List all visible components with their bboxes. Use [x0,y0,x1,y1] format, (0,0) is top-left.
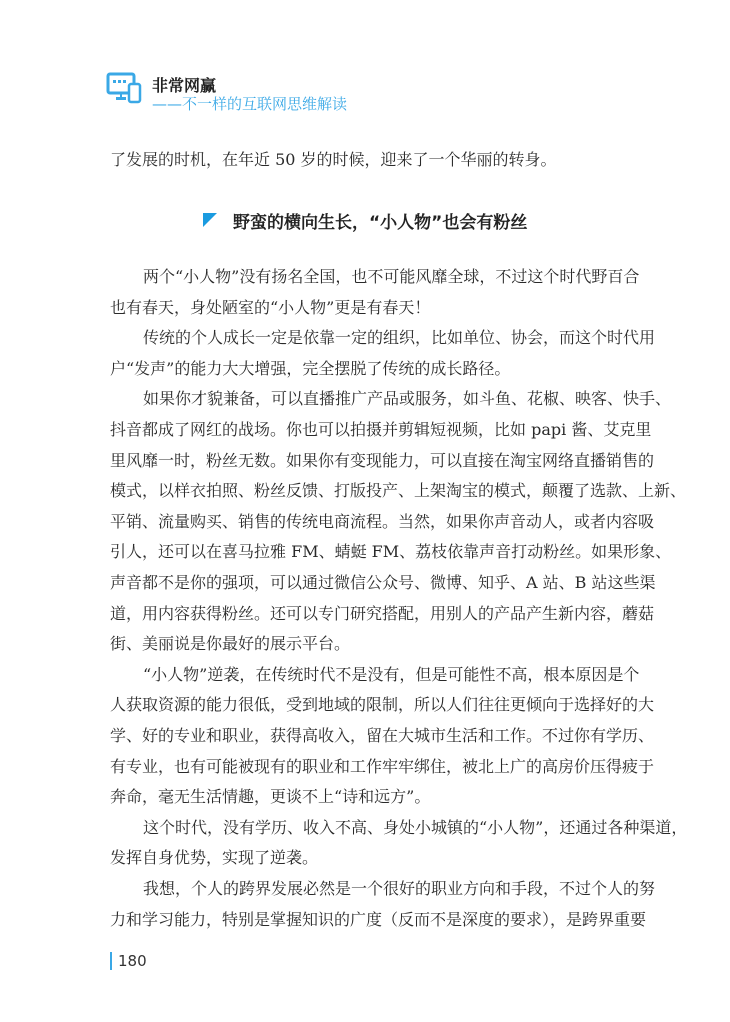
page-number: 180 [118,952,147,970]
monitor-phone-icon [106,70,142,106]
text-line: 引人，还可以在喜马拉雅 FM、蜻蜓 FM、荔枝依靠声音打动粉丝。如果形象、 [110,542,672,562]
book-subtitle: ——不一样的互联网思维解读 [152,95,348,113]
text-line: 里风靡一时，粉丝无数。如果你有变现能力，可以直接在淘宝网络直播销售的 [110,450,655,470]
triangle-marker-icon [203,213,217,227]
text-line: 抖音都成了网红的战场。你也可以拍摄并剪辑短视频，比如 papi 酱、艾克里 [110,420,652,439]
text-line: 户“发声”的能力大大增强，完全摆脱了传统的成长路径。 [110,358,511,378]
book-title: 非常网赢 [152,76,217,95]
text-line: 传统的个人成长一定是依靠一定的组织，比如单位、协会，而这个时代用 [143,328,656,348]
page-number-bar [110,952,112,970]
text-line: 街、美丽说是你最好的展示平台。 [110,634,351,654]
text-line: 也有春天，身处陋室的“小人物”更是有春天！ [110,297,431,317]
section-heading [203,208,527,232]
text-line: 平销、流量购买、销售的传统电商流程。当然，如果你声音动人，或者内容吸 [110,511,655,531]
text-line: 如果你才貌兼备，可以直播推广产品或服务，如斗鱼、花椒、映客、快手、 [143,389,672,409]
text-line: 发挥自身优势，实现了逆袭。 [110,848,319,868]
text-line: 了发展的时机，在年近 50 岁的时候，迎来了一个华丽的转身。 [110,150,557,169]
text-line: 学、好的专业和职业，获得高收入，留在大城市生活和工作。不过你有学历、 [110,726,655,745]
text-line: 奔命，毫无生活情趣，更谈不上“诗和远方”。 [110,787,431,807]
text-line: 模式，以样衣拍照、粉丝反馈、打版投产、上架淘宝的模式，颠覆了选款、上新、 [110,481,687,501]
text-line: 力和学习能力，特别是掌握知识的广度（反而不是深度的要求），是跨界重要 [110,909,647,929]
text-line: 道，用内容获得粉丝。还可以专门研究搭配，用别人的产品产生新内容，蘑菇 [110,603,655,623]
text-line: 声音都不是你的强项，可以通过微信公众号、微博、知乎、A 站、B 站这些渠 [110,573,656,592]
text-line: 两个“小人物”没有扬名全国，也不可能风靡全球，不过这个时代野百合 [143,267,640,286]
text-line: 我想，个人的跨界发展必然是一个很好的职业方向和手段，不过个人的努 [143,879,656,898]
section-heading-text: 野蛮的横向生长，“小人物”也会有粉丝 [233,212,528,233]
text-line: 有专业，也有可能被现有的职业和工作牢牢绑住，被北上广的高房价压得疲于 [110,756,655,776]
text-line: 这个时代，没有学历、收入不高、身处小城镇的“小人物”，还通过各种渠道， [143,817,688,837]
text-line: 人获取资源的能力很低，受到地域的限制，所以人们往往更倾向于选择好的大 [110,695,655,715]
text-line: “小人物”逆袭，在传统时代不是没有，但是可能性不高，根本原因是个 [143,664,640,684]
